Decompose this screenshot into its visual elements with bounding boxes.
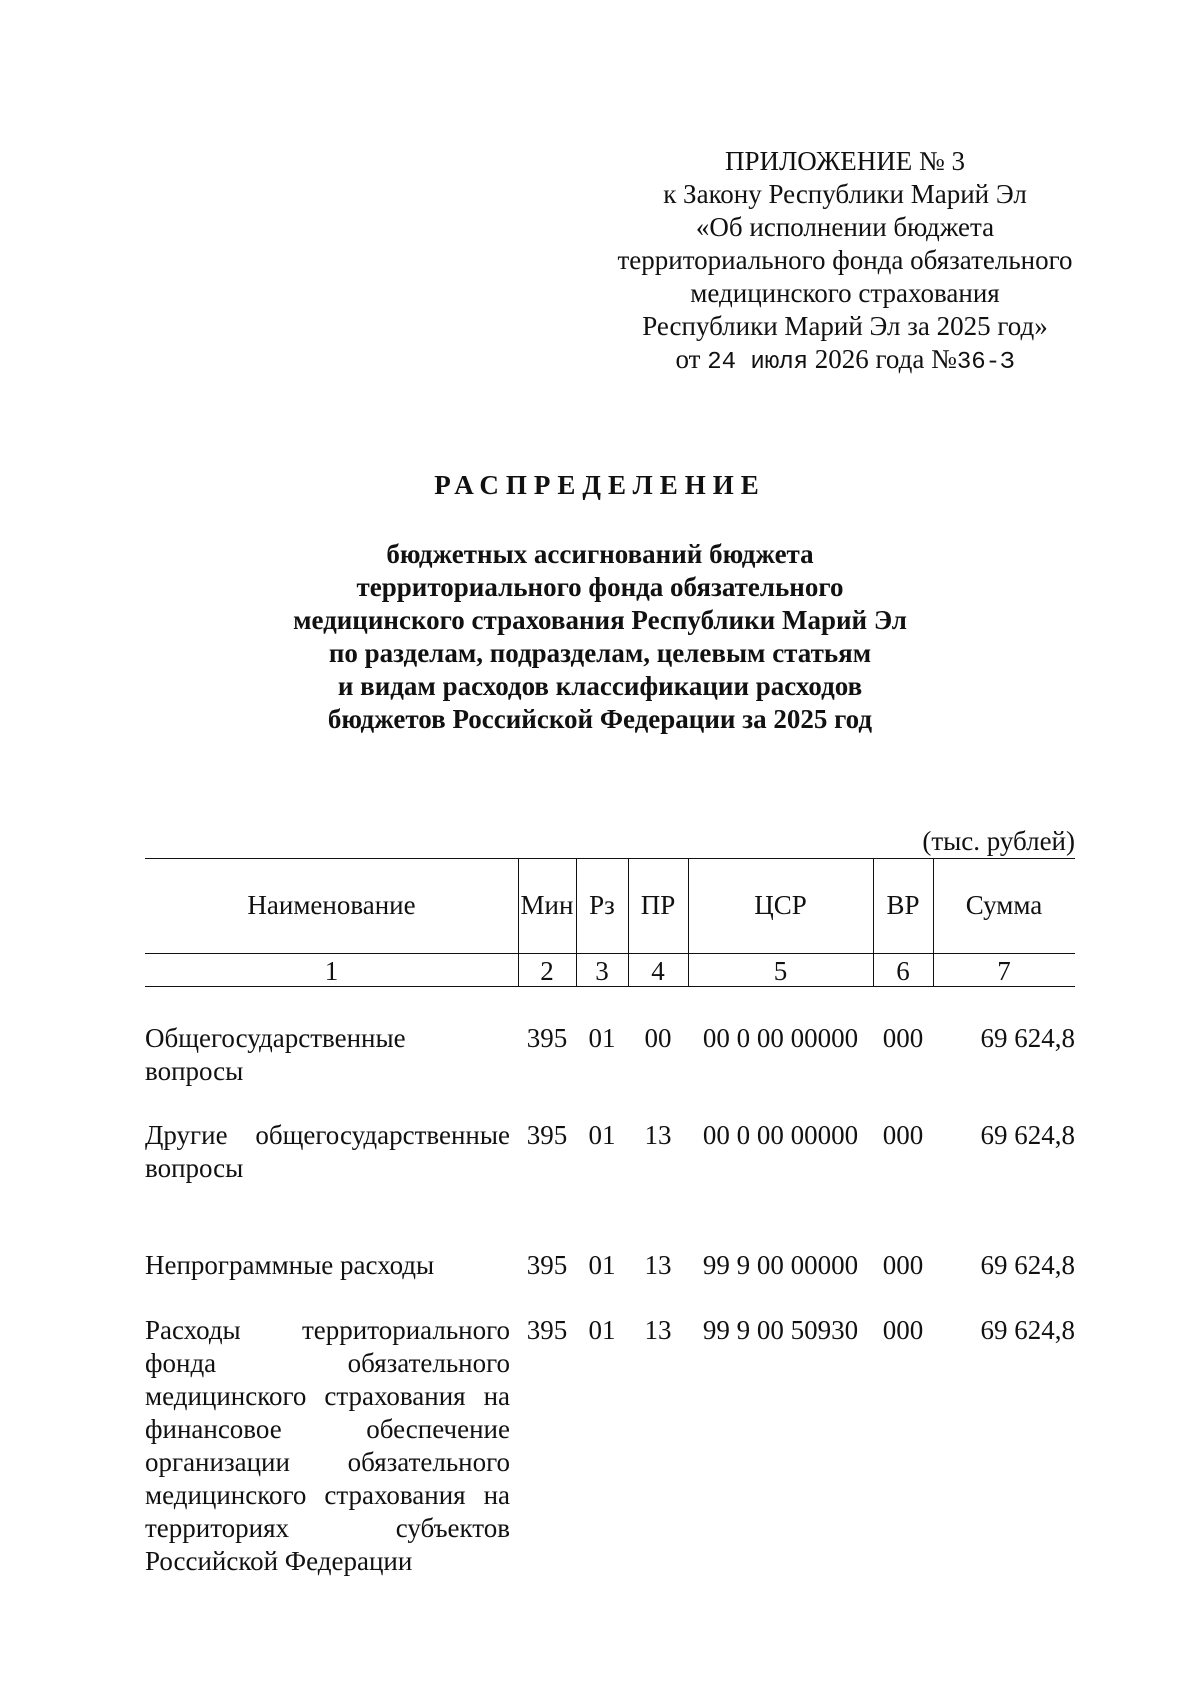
row-min: 395 xyxy=(526,1315,568,1345)
colnum-4: 4 xyxy=(651,956,665,986)
colnum-7: 7 xyxy=(997,956,1011,986)
row-vr: 000 xyxy=(882,1120,924,1150)
colnum-2: 2 xyxy=(540,956,554,986)
colnum-1: 1 xyxy=(324,956,339,986)
row-pr: 13 xyxy=(644,1120,672,1150)
row-csr: 00 0 00 00000 xyxy=(702,1023,859,1053)
row-min: 395 xyxy=(526,1250,568,1280)
header-min: Мин xyxy=(520,890,574,920)
header-pr: ПР xyxy=(640,890,676,920)
units-label: (тыс. рублей) xyxy=(922,826,1075,856)
row-sum: 69 624,8 xyxy=(980,1250,1075,1280)
row-name: Другие общегосударственные вопросы xyxy=(145,1120,510,1183)
row-vr: 000 xyxy=(882,1250,924,1280)
row-csr: 00 0 00 00000 xyxy=(702,1120,859,1150)
row-rz: 01 xyxy=(588,1315,616,1345)
header-name: Наименование xyxy=(247,890,416,920)
row-vr: 000 xyxy=(882,1315,924,1345)
appendix-law-title-2: территориального фонда обязательного xyxy=(617,245,1073,275)
row-rz: 01 xyxy=(588,1023,616,1053)
row-pr: 00 xyxy=(644,1023,672,1053)
law-number: 36-З xyxy=(956,349,1015,376)
document-title: РАСПРЕДЕЛЕНИЕ xyxy=(434,470,766,500)
appendix-law-ref: к Закону Республики Марий Эл xyxy=(663,179,1027,209)
date-day-month: 24 июля xyxy=(707,349,809,376)
colnum-3: 3 xyxy=(595,956,609,986)
row-min: 395 xyxy=(526,1023,568,1053)
row-name: Непрограммные расходы xyxy=(145,1250,435,1280)
header-vr: ВР xyxy=(886,890,920,920)
subtitle-line-6: бюджетов Российской Федерации за 2025 год xyxy=(327,704,873,734)
row-sum: 69 624,8 xyxy=(980,1315,1075,1345)
appendix-law-title-3: медицинского страхования xyxy=(690,278,1000,308)
row-sum: 69 624,8 xyxy=(980,1120,1075,1150)
row-pr: 13 xyxy=(644,1315,672,1345)
row-pr: 13 xyxy=(644,1250,672,1280)
row-csr: 99 9 00 50930 xyxy=(702,1315,859,1345)
date-prefix: от xyxy=(675,344,701,374)
appendix-number: ПРИЛОЖЕНИЕ № 3 xyxy=(724,146,966,176)
appendix-law-title-4: Республики Марий Эл за 2025 год» xyxy=(642,311,1048,341)
colnum-6: 6 xyxy=(896,956,910,986)
subtitle-line-5: и видам расходов классификации расходов xyxy=(337,671,863,701)
row-rz: 01 xyxy=(588,1120,616,1150)
row-rz: 01 xyxy=(588,1250,616,1280)
appendix-law-title-1: «Об исполнении бюджета xyxy=(695,212,995,242)
subtitle-line-1: бюджетных ассигнований бюджета xyxy=(386,539,814,569)
header-sum: Сумма xyxy=(965,890,1043,920)
document-subtitle xyxy=(0,538,1200,736)
appendix-date-line xyxy=(590,343,1100,379)
date-year: 2026 года № xyxy=(814,344,957,374)
row-name: Общегосударственные вопросы xyxy=(145,1023,406,1086)
row-csr: 99 9 00 00000 xyxy=(702,1250,859,1280)
row-sum: 69 624,8 xyxy=(980,1023,1075,1053)
table-header-rule xyxy=(145,953,1075,954)
row-min: 395 xyxy=(526,1120,568,1150)
table-top-rule xyxy=(145,858,1075,859)
subtitle-line-2: территориального фонда обязательного xyxy=(356,572,844,602)
appendix-header xyxy=(590,145,1100,379)
row-name: Расходы территориального фонда обязательного медицинского страхования на финансовое обеспечение организации обязательного медицинского страхования на территориях субъектов Российской Федерации xyxy=(145,1315,510,1576)
colnum-5: 5 xyxy=(773,956,788,986)
subtitle-line-4: по разделам, подразделам, целевым статьям xyxy=(328,638,872,668)
header-csr: ЦСР xyxy=(754,890,807,920)
row-vr: 000 xyxy=(882,1023,924,1053)
header-rz: Рз xyxy=(589,890,615,920)
subtitle-line-3: медицинского страхования Республики Марий Эл xyxy=(293,605,907,635)
